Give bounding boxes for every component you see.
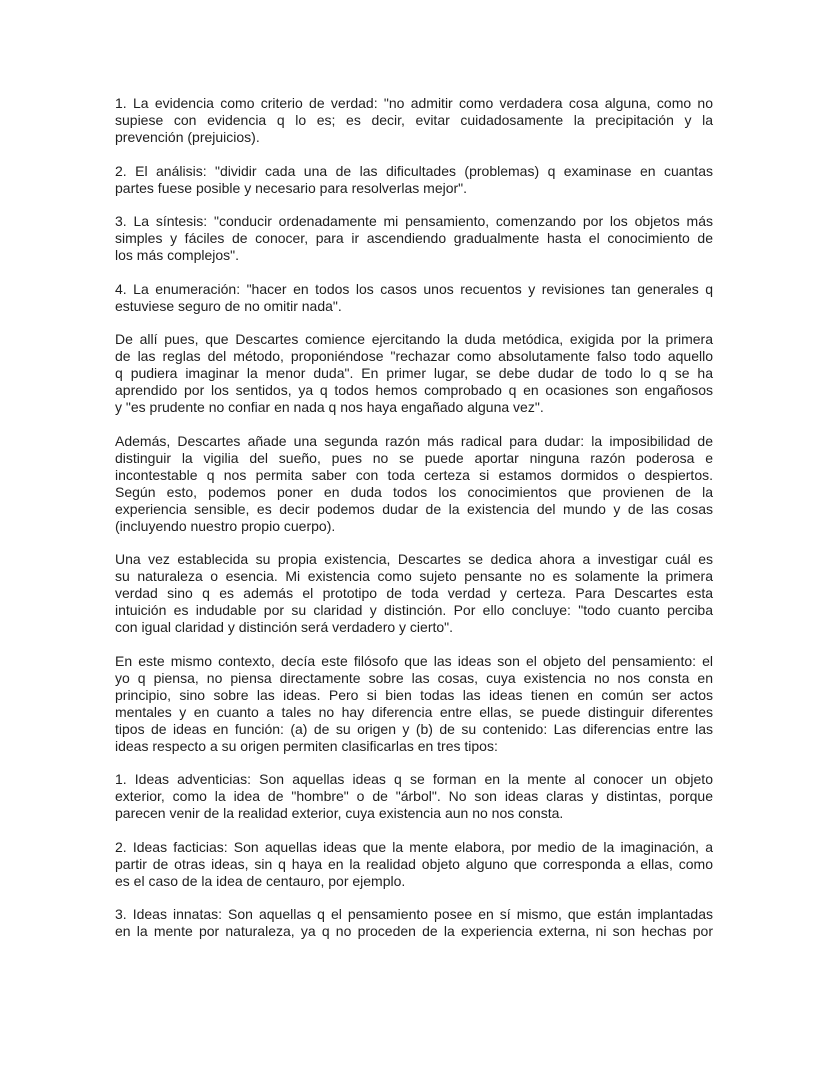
text-line: incontestable q nos permita saber con toda certeza si estamos dormidos o despiertos.: [115, 466, 713, 483]
text-line: verdad sino q es además el prototipo de toda verdad y certeza. Para Descartes esta: [115, 585, 713, 601]
text-line: de las reglas del método, proponiéndose "rechazar como absolutamente falso todo aquello: [115, 348, 713, 364]
text-line: 3. Ideas innatas: Son aquellas q el pensamiento posee en sí mismo, que están implantadas: [115, 906, 713, 922]
text-line: parecen venir de la realidad exterior, cuya existencia aun no nos consta.: [115, 805, 564, 821]
text-line: supiese con evidencia q lo es; es decir, evitar cuidadosamente la precipitación y la: [115, 112, 713, 128]
paragraph: [115, 653, 713, 755]
text-line: yo q piensa, no piensa directamente sobre las cosas, cuya existencia no nos consta en: [115, 669, 713, 686]
text-line: tipos de ideas en función: (a) de su origen y (b) de su contenido: Las diferencias entre las: [115, 720, 713, 737]
paragraph: [115, 213, 713, 264]
text-line: exterior, como la idea de "hombre" o de "árbol". No son ideas claras y distintas, porque: [115, 788, 713, 804]
text-line: partir de otras ideas, sin q haya en la realidad objeto alguno que corresponda a ellas, como: [115, 855, 713, 872]
text-line: y "es prudente no confiar en nada q nos haya engañado alguna vez".: [115, 399, 544, 415]
text-line: q pudiera imaginar la menor duda". En primer lugar, se debe dudar de todo lo q se ha: [115, 365, 713, 381]
text-line: (incluyendo nuestro propio cuerpo).: [115, 517, 336, 534]
paragraph: [115, 281, 713, 315]
text-line: Según esto, podemos poner en duda todos los conocimientos que provienen de la: [115, 483, 713, 500]
paragraph: [115, 906, 713, 940]
document-page: [115, 95, 713, 957]
paragraph: [115, 839, 713, 890]
text-line: en la mente por naturaleza, ya q no proceden de la experiencia externa, ni son hechas por: [115, 923, 713, 939]
paragraph: [115, 433, 713, 535]
text-line: es el caso de la idea de centauro, por ejemplo.: [115, 872, 406, 889]
text-line: 3. La síntesis: "conducir ordenadamente mi pensamiento, comenzando por los objetos más: [115, 213, 713, 229]
text-line: distinguir la vigilia del sueño, pues no se puede aportar ninguna razón poderosa e: [115, 449, 713, 466]
text-line: Además, Descartes añade una segunda razón más radical para dudar: la imposibilidad de: [115, 432, 713, 449]
text-line: 2. El análisis: "dividir cada una de las dificultades (problemas) q examinase en cuantas: [115, 162, 713, 179]
text-line: De allí pues, que Descartes comience ejercitando la duda metódica, exigida por la primera: [115, 331, 713, 347]
text-line: partes fuese posible y necesario para resolverlas mejor".: [115, 179, 468, 196]
paragraph: [115, 163, 713, 197]
text-line: estuviese seguro de no omitir nada".: [115, 297, 342, 314]
text-line: 2. Ideas facticias: Son aquellas ideas que la mente elabora, por medio de la imaginación, a: [115, 838, 713, 855]
text-line: ideas respecto a su origen permiten clasificarlas en tres tipos:: [115, 737, 498, 754]
text-line: 1. La evidencia como criterio de verdad: "no admitir como verdadera cosa alguna, como no: [115, 95, 713, 111]
text-line: con igual claridad y distinción será verdadero y cierto".: [115, 619, 454, 635]
text-line: principio, sino sobre las ideas. Pero si bien todas las ideas tienen en común ser actos: [115, 686, 713, 703]
text-line: intuición es indudable por su claridad y distinción. Por ello concluye: "todo cuanto perciba: [115, 602, 713, 618]
text-line: prevención (prejuicios).: [115, 129, 260, 145]
text-line: aprendido por los sentidos, ya q todos hemos comprobado q en ocasiones son engañosos: [115, 382, 713, 398]
paragraph: [115, 771, 713, 822]
text-line: su naturaleza o esencia. Mi existencia como sujeto pensante no es solamente la primera: [115, 568, 713, 584]
text-line: mentales y en cuanto a tales no hay diferencia entre ellas, se puede distinguir diferentes: [115, 703, 713, 720]
text-line: 1. Ideas adventicias: Son aquellas ideas q se forman en la mente al conocer un objeto: [115, 771, 713, 787]
text-line: experiencia sensible, es decir podemos dudar de la existencia del mundo y de las cosas: [115, 500, 713, 517]
text-line: Una vez establecida su propia existencia, Descartes se dedica ahora a investigar cuál es: [115, 551, 713, 567]
paragraph: [115, 331, 713, 416]
paragraph: [115, 551, 713, 636]
text-line: En este mismo contexto, decía este filósofo que las ideas son el objeto del pensamiento: el: [115, 652, 713, 669]
text-line: los más complejos".: [115, 247, 240, 263]
paragraph: [115, 95, 713, 146]
text-line: 4. La enumeración: "hacer en todos los casos unos recuentos y revisiones tan generales q: [115, 280, 713, 297]
text-line: simples y fáciles de conocer, para ir ascendiendo gradualmente hasta el conocimiento de: [115, 230, 713, 246]
